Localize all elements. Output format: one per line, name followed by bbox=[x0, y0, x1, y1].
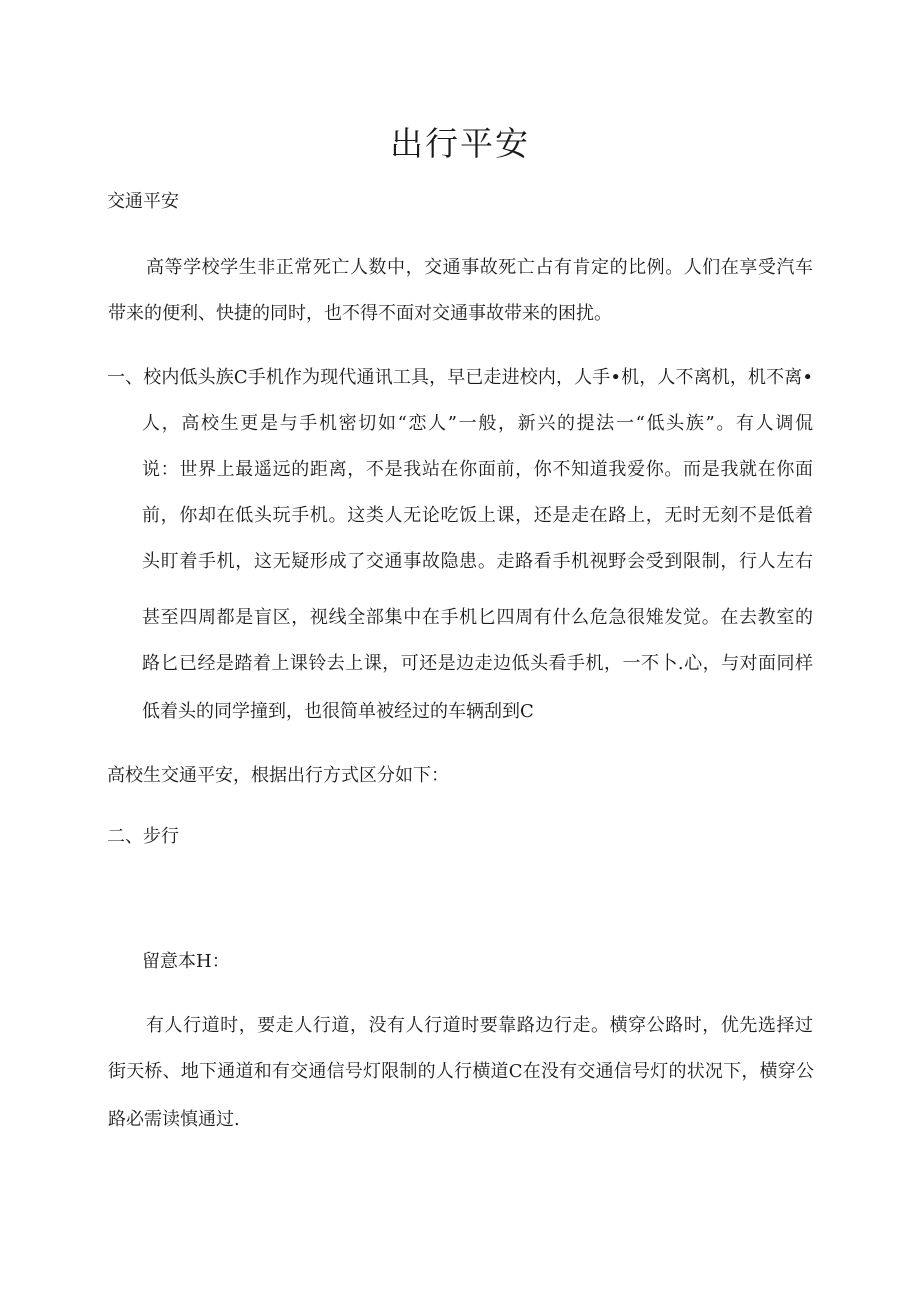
item1-line-6: 甚至四周都是盲区，视线全部集中在手机匕四周有什么危急很雉发觉。在去教室的 bbox=[142, 607, 813, 628]
item1-line-1: 一、校内低头族C手机作为现代通讯工具，早已走进校内，人手•机，人不离机，机不离• bbox=[107, 367, 813, 388]
section-heading: 交通平安 bbox=[107, 191, 179, 212]
item2-heading: 二、步行 bbox=[107, 826, 179, 847]
note-label: 留意本H： bbox=[142, 951, 230, 972]
classification-line: 高校生交通平安，根据出行方式区分如下： bbox=[107, 765, 449, 786]
document-title: 出行平安 bbox=[390, 124, 530, 163]
item1-line-4: 前，你却在低头玩手机。这类人无论吃饭上课，还是走在路上，无时无刻不是低着 bbox=[142, 505, 813, 526]
intro-line-2: 带来的便利、快捷的同时，也不得不面对交通事故带来的困扰。 bbox=[108, 303, 612, 324]
intro-line-1: 高等学校学生非正常死亡人数中，交通事故死亡占有肯定的比例。人们在享受汽车 bbox=[146, 257, 813, 278]
item1-line-3: 说：世界上最遥远的距离，不是我站在你面前，你不知道我爱你。而是我就在你面 bbox=[142, 459, 813, 480]
item1-line-2: 人，高校生更是与手机密切如“恋人”一般，新兴的提法一“低头族”。有人调侃 bbox=[142, 413, 813, 434]
item1-line-7: 路匕已经是踏着上课铃去上课，可还是边走边低头看手机，一不卜.心，与对面同样 bbox=[142, 653, 813, 674]
item1-line-5: 头盯着手机，这无疑形成了交通事故隐患。走路看手机视野会受到限制，行人左右 bbox=[142, 551, 813, 572]
walking-line-3: 路必需读慎通过. bbox=[108, 1109, 240, 1130]
walking-line-2: 街天桥、地下通道和有交通信号灯限制的人行横道C在没有交通信号灯的状况下，横穿公 bbox=[108, 1061, 814, 1082]
item1-line-8: 低着头的同学撞到，也很简单被经过的车辆刮到C bbox=[142, 701, 534, 722]
walking-line-1: 有人行道时，要走人行道，没有人行道时要靠路边行走。横穿公路时，优先选择过 bbox=[146, 1015, 813, 1036]
